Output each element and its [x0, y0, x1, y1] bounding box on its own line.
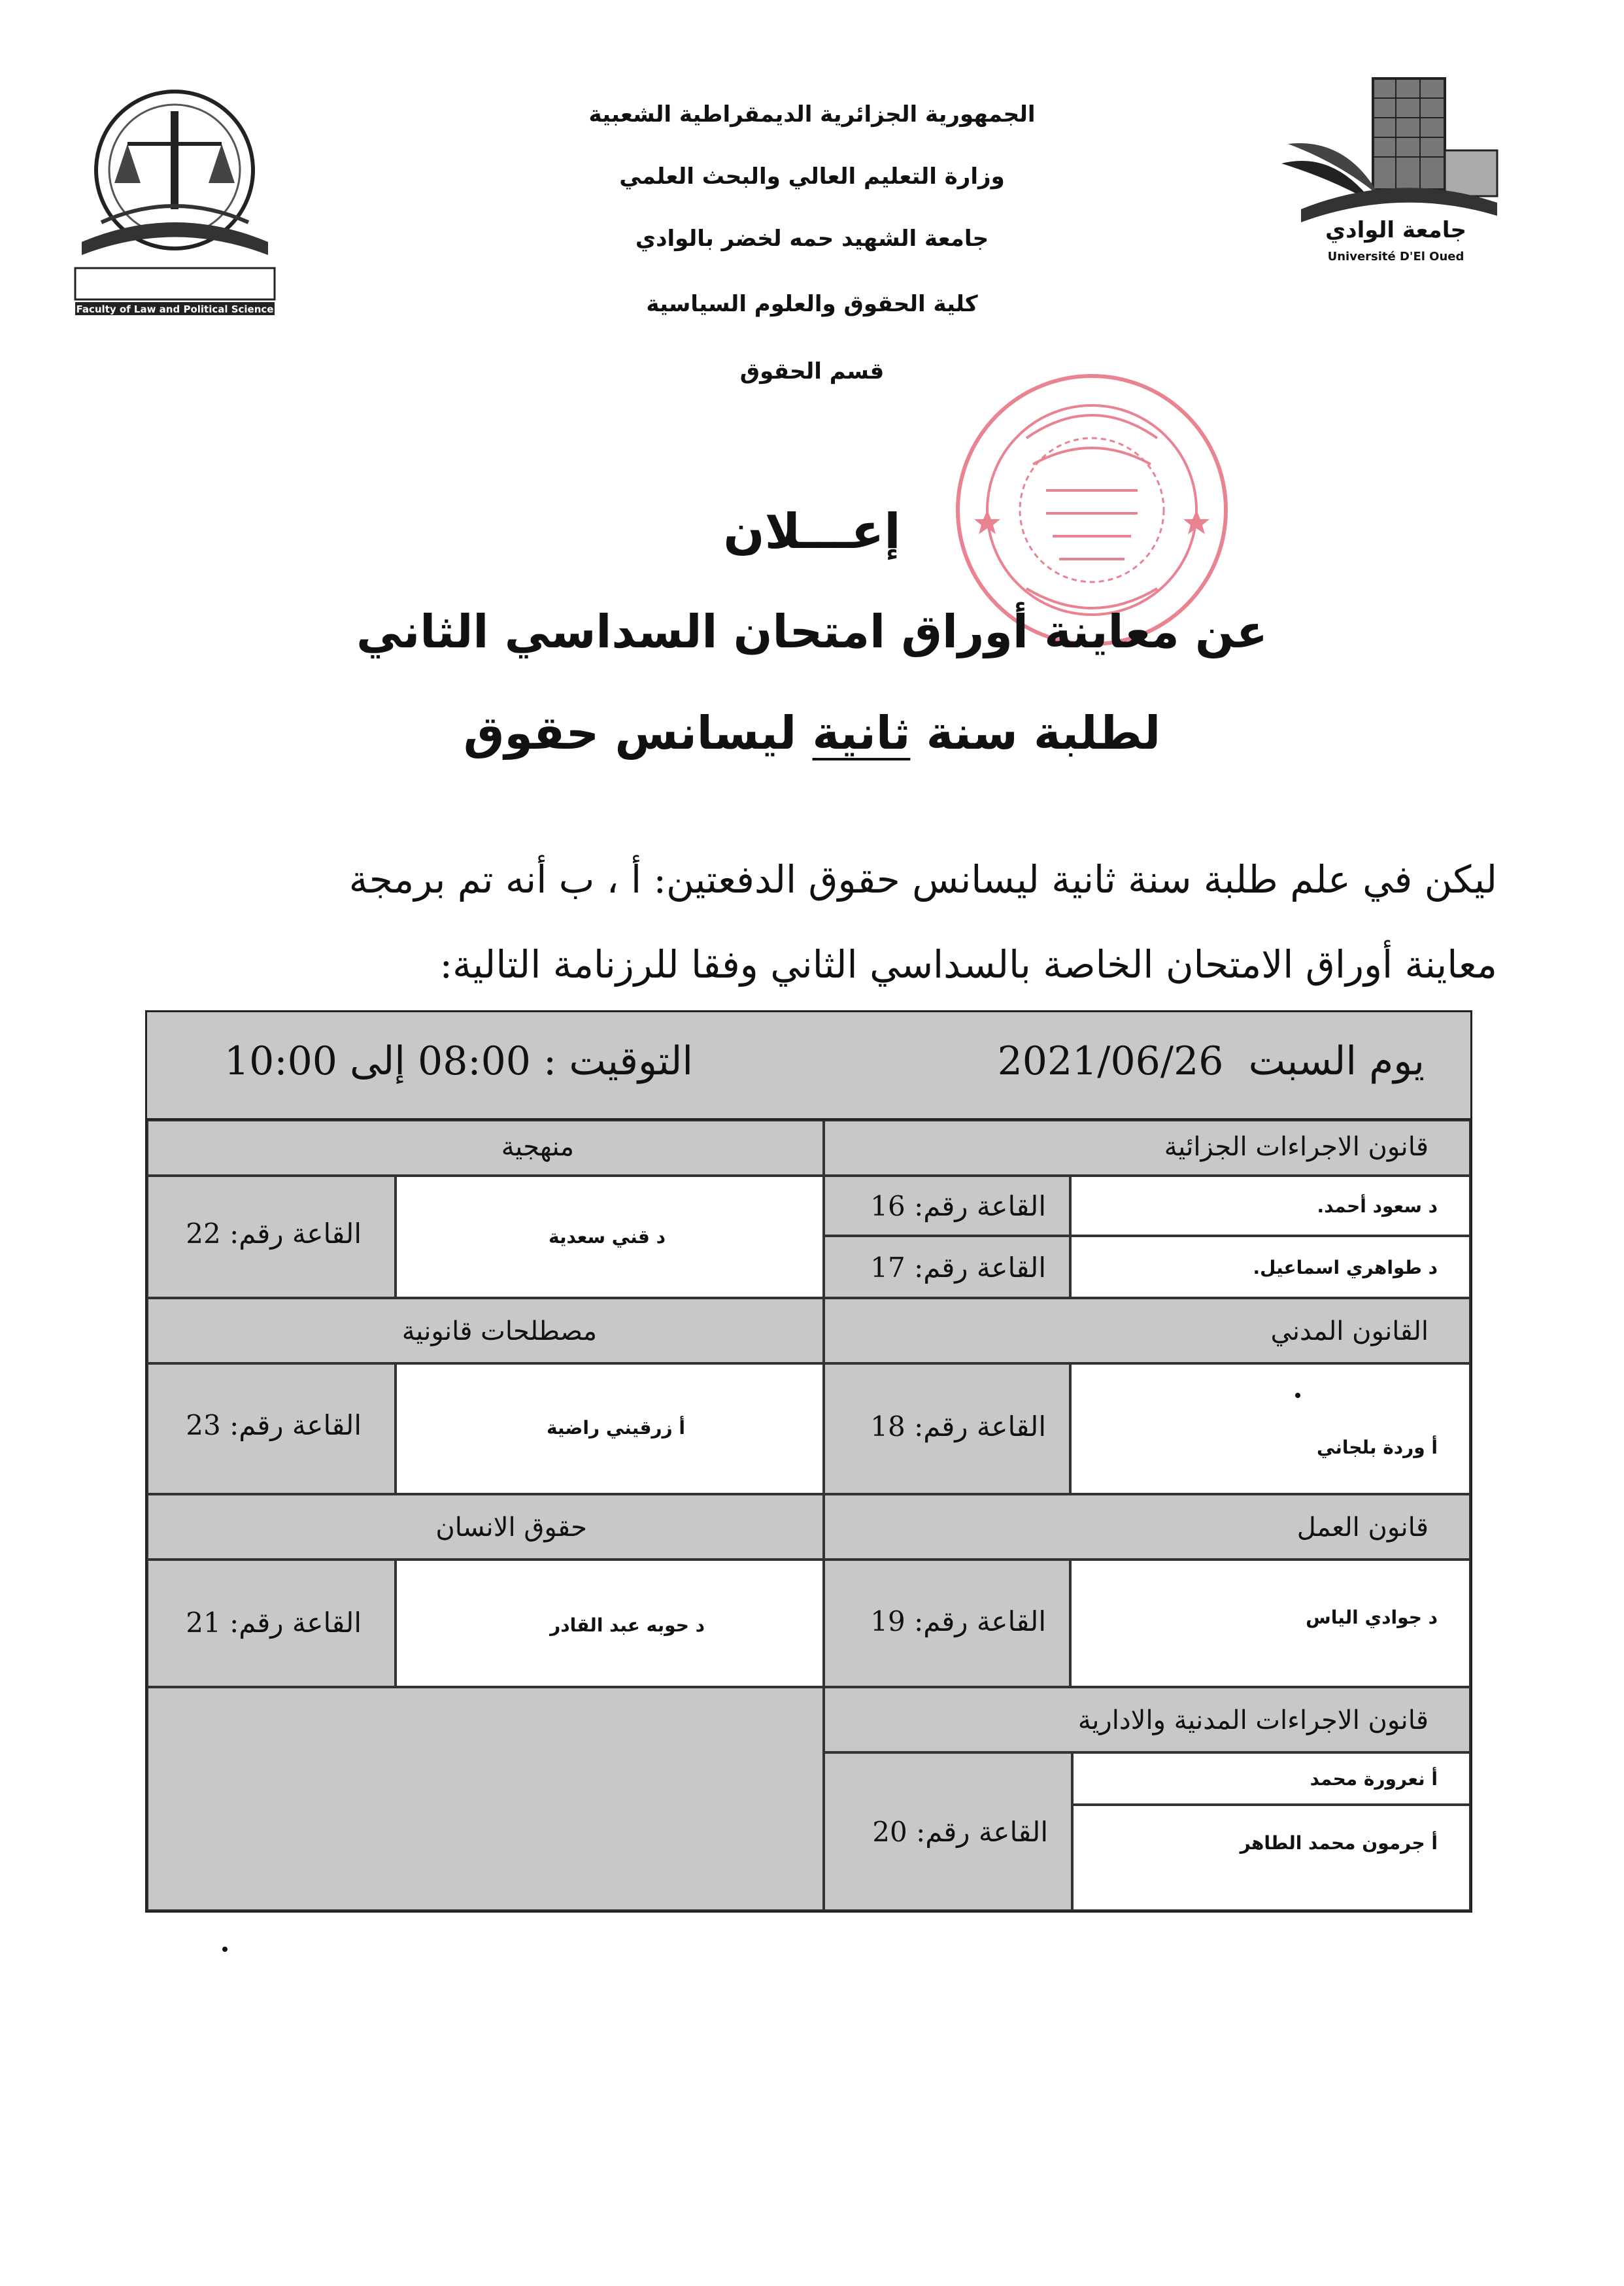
announcement-subtitle: عن معاينة أوراق امتحان السداسي الثاني: [356, 605, 1268, 658]
prof-name: د قني سعدية: [549, 1226, 666, 1248]
prof-cell: [1070, 1363, 1470, 1494]
subject-header-legal-terminology: [147, 1298, 824, 1363]
prof-cell: [396, 1363, 824, 1494]
prof-name: د سعود أحمد.: [1317, 1195, 1438, 1217]
room-cell: [824, 1176, 1070, 1236]
subject-name: مصطلحات قانونية: [401, 1316, 597, 1346]
subject-header-civil-law: [824, 1298, 1470, 1363]
room-cell: [147, 1363, 396, 1494]
prof-cell: [1072, 1805, 1470, 1911]
schedule-day-date: [998, 1038, 1425, 1084]
paragraph-line-1: ليكن في علم طلبة سنة ثانية ليسانس حقوق الدفعتين: أ ، ب أنه تم برمجة: [348, 857, 1497, 902]
paragraph-line-2: معاينة أوراق الامتحان الخاصة بالسداسي الثاني وفقا للرزنامة التالية:: [439, 942, 1497, 987]
room-number: القاعة رقم: 17: [870, 1252, 1046, 1284]
prof-cell: [1070, 1236, 1470, 1298]
header-line-university: جامعة الشهيد حمه لخضر بالوادي: [635, 226, 989, 252]
prof-name: د حوبه عبد القادر: [550, 1614, 705, 1636]
empty-cell: [147, 1687, 824, 1911]
prof-name: أ نعرورة محمد: [1310, 1768, 1438, 1790]
room-cell: [824, 1560, 1070, 1687]
header-line-faculty: كلية الحقوق والعلوم السياسية: [646, 291, 978, 317]
subject-name: قانون العمل: [1296, 1512, 1429, 1543]
scan-mark: [1295, 1393, 1300, 1398]
university-logo: [1275, 72, 1517, 268]
schedule-time: التوقيت : 08:00 إلى 10:00: [224, 1038, 694, 1084]
university-logo-arabic-name: جامعة الوادي: [1325, 217, 1466, 243]
prof-name: أ جرمون محمد الطاهر: [1240, 1832, 1438, 1854]
room-number: القاعة رقم: 19: [870, 1605, 1046, 1637]
schedule-day: يوم السبت: [1248, 1038, 1425, 1084]
prof-cell: [1072, 1752, 1470, 1805]
schedule-date-bar: [147, 1012, 1470, 1120]
room-cell: [824, 1236, 1070, 1298]
subject-name: حقوق الانسان: [435, 1512, 587, 1543]
room-number: القاعة رقم: 21: [186, 1607, 362, 1639]
schedule-date: 2021/06/26: [997, 1038, 1224, 1084]
room-number: القاعة رقم: 20: [872, 1816, 1048, 1848]
target-underlined-word: ثانية: [812, 706, 911, 760]
faculty-logo-emblem-icon: [62, 72, 288, 333]
university-logo-latin-name: Université D'El Oued: [1327, 250, 1464, 264]
faculty-logo: [62, 72, 288, 333]
room-cell: [824, 1363, 1070, 1494]
subject-header-human-rights: [147, 1494, 824, 1560]
prof-cell: [396, 1560, 824, 1687]
announcement-target-line: [0, 706, 1624, 760]
room-cell: [147, 1176, 396, 1298]
scan-mark: [222, 1947, 228, 1952]
prof-name: د جوادي الياس: [1306, 1607, 1438, 1628]
announcement-title: إعـــلان: [723, 503, 901, 560]
prof-cell: [396, 1176, 824, 1298]
prof-cell: [1070, 1560, 1470, 1687]
subject-name: قانون الاجراءات الجزائية: [1164, 1132, 1429, 1162]
header-line-republic: الجمهورية الجزائرية الديمقراطية الشعبية: [588, 101, 1036, 128]
schedule-table: [145, 1010, 1472, 1913]
faculty-logo-caption: Faculty of Law and Political Science: [76, 303, 274, 315]
prof-cell: [1070, 1176, 1470, 1236]
prof-name: أ زرقيني راضية: [546, 1417, 685, 1439]
room-number: القاعة رقم: 18: [870, 1410, 1046, 1442]
room-number: القاعة رقم: 23: [186, 1409, 362, 1441]
prof-name: أ وردة بلجاني: [1317, 1437, 1438, 1458]
announcement-paragraph: [131, 837, 1497, 1007]
header-line-department: قسم الحقوق: [739, 358, 885, 384]
room-number: القاعة رقم: 16: [870, 1190, 1046, 1222]
header-line-ministry: وزارة التعليم العالي والبحث العلمي: [619, 163, 1005, 190]
subject-header-civil-admin-procedure: [824, 1687, 1470, 1752]
subject-header-labor-law: [824, 1494, 1470, 1560]
subject-name: قانون الاجراءات المدنية والادارية: [1077, 1705, 1429, 1735]
subject-name: القانون المدني: [1270, 1316, 1429, 1346]
prof-name: د طواهري اسماعيل.: [1253, 1257, 1438, 1278]
subject-header-criminal-procedure: [824, 1120, 1470, 1176]
room-number: القاعة رقم: 22: [186, 1218, 362, 1250]
room-cell: [824, 1752, 1072, 1911]
subject-name: منهجية: [501, 1132, 574, 1162]
subject-header-methodology: [147, 1120, 824, 1176]
target-prefix: لطلبة سنة: [910, 706, 1161, 760]
target-suffix: ليسانس حقوق: [463, 706, 813, 760]
room-cell: [147, 1560, 396, 1687]
